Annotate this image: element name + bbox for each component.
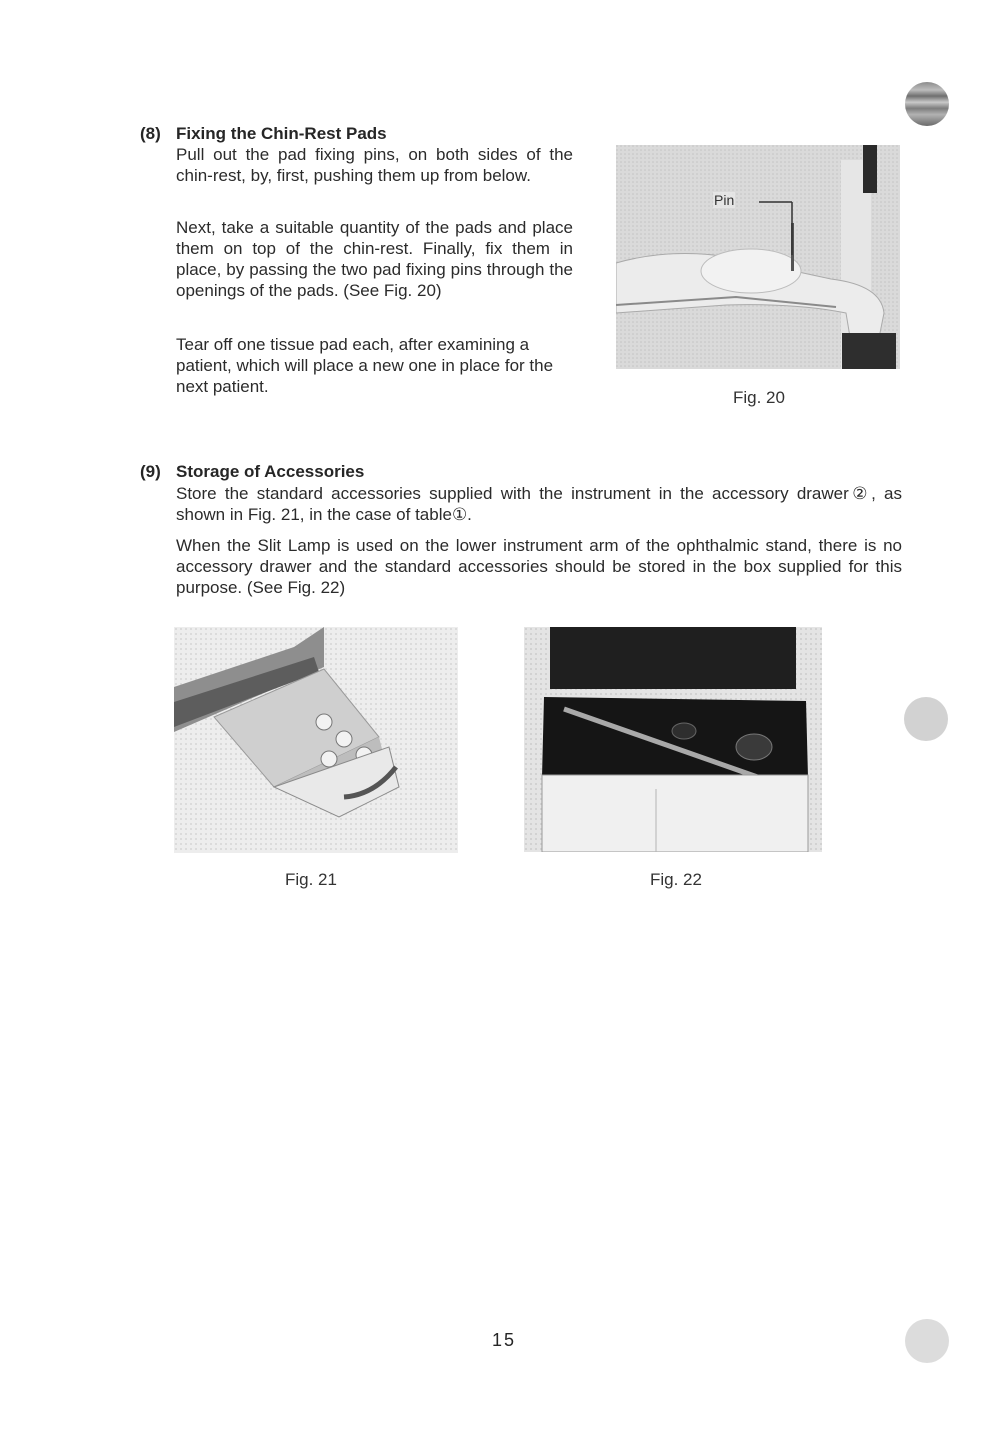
section-tab-marker — [905, 82, 949, 126]
page-number: 15 — [491, 1330, 517, 1350]
section-heading — [140, 461, 364, 482]
section-number: (8) — [140, 124, 161, 143]
section-number: (9) — [140, 462, 161, 481]
section-heading — [140, 123, 387, 144]
figure-21-photo — [174, 627, 458, 853]
figure-caption: Fig. 20 — [733, 388, 785, 407]
paragraph: Next, take a suitable quantity of the pads and place them on top of the chin-rest. Finally, fix them in place, by passing the two pad fixing pins through the openings of the pads. (See Fig. 20) — [176, 218, 573, 300]
figure-22-photo — [524, 627, 822, 852]
accessory-box-photo — [524, 627, 822, 852]
figure-caption: Fig. 22 — [650, 870, 702, 889]
accessory-drawer-photo — [174, 627, 458, 853]
pin-callout-label: Pin — [714, 192, 735, 208]
section-title: Fixing the Chin-Rest Pads — [176, 124, 387, 143]
section-tab-marker — [904, 697, 948, 741]
figure-caption: Fig. 21 — [285, 870, 337, 889]
section-title: Storage of Accessories — [176, 462, 365, 481]
paragraph: Store the standard accessories supplied with the instrument in the accessory drawer②, as shown in Fig. 21, in the case of table①. — [176, 484, 902, 524]
chin-rest-photo — [616, 145, 900, 369]
paragraph: When the Slit Lamp is used on the lower instrument arm of the ophthalmic stand, there is no accessory drawer and the standard accessories should be stored in the box supplied for this purpose. (See Fig. 22) — [176, 536, 902, 597]
figure-20-photo — [616, 145, 900, 369]
paragraph: Pull out the pad fixing pins, on both sides of the chin-rest, by, first, pushing them up from below. — [176, 145, 573, 185]
section-tab-marker — [905, 1319, 949, 1363]
paragraph: Tear off one tissue pad each, after examining a patient, which will place a new one in place for the next patient. — [176, 335, 554, 396]
